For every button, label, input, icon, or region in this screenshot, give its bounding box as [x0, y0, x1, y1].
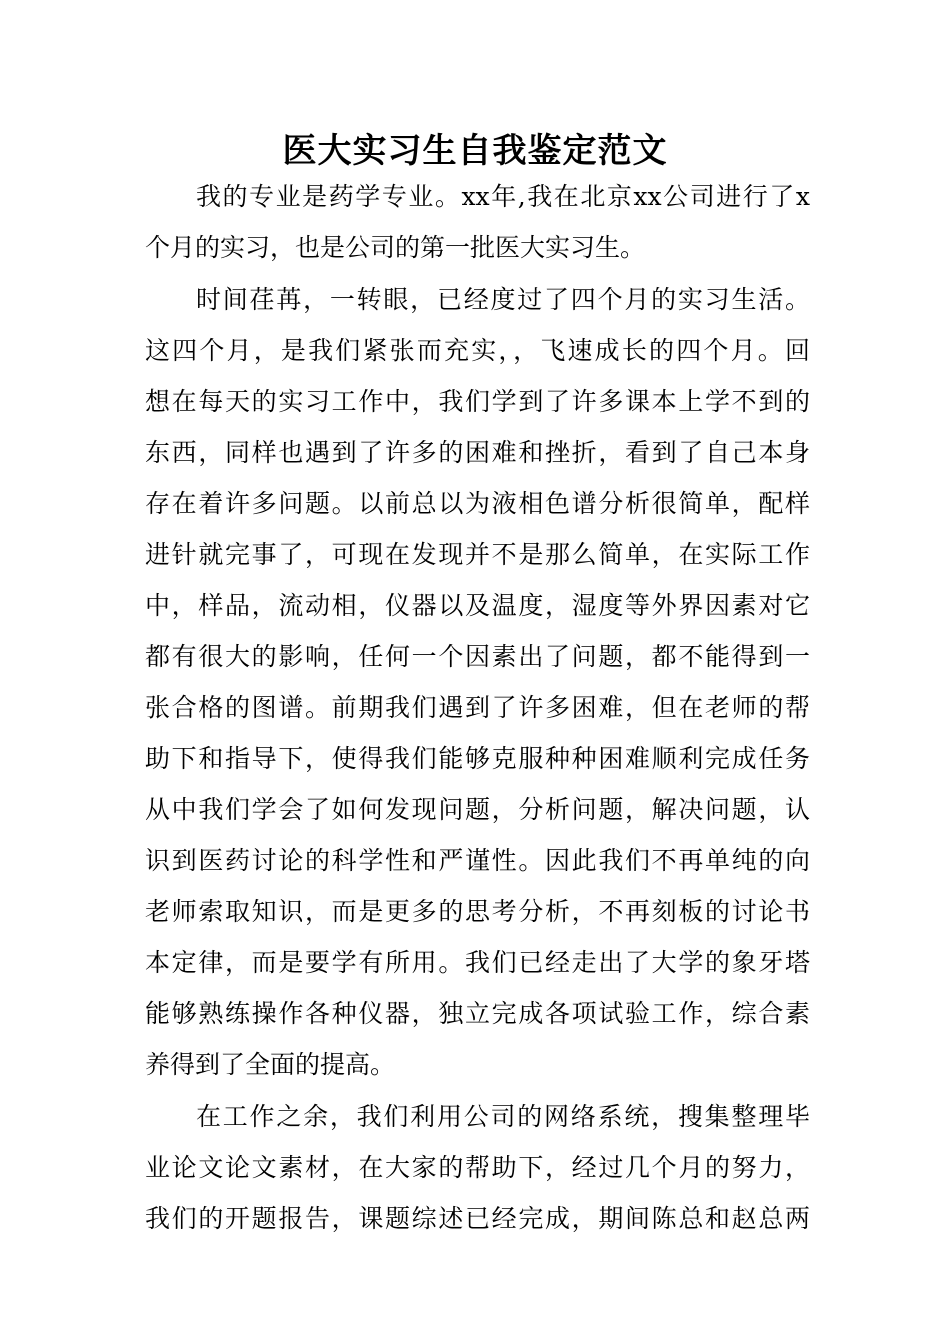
paragraph-1-line-2: 个月的实习，也是公司的第一批医大实习生。 [145, 233, 646, 262]
paragraph-2-line-5: 存在着许多问题。以前总以为液相色谱分析很简单，配样 [145, 489, 810, 518]
paragraph-2-line-16: 养得到了全面的提高。 [145, 1050, 396, 1079]
paragraph-2-line-1: 时间荏苒，一转眼，已经度过了四个月的实习生活。 [196, 285, 810, 314]
paragraph-3-line-2: 业论文论文素材，在大家的帮助下，经过几个月的努力， [145, 1153, 810, 1182]
paragraph-2-line-12: 识到医药讨论的科学性和严谨性。因此我们不再单纯的向 [145, 846, 810, 875]
paragraph-2-line-3: 想在每天的实习工作中，我们学到了许多课本上学不到的 [145, 387, 810, 416]
paragraph-1-line-1: 我的专业是药学专业。xx年,我在北京xx公司进行了x [196, 182, 810, 211]
paragraph-2-line-14: 本定律，而是要学有所用。我们已经走出了大学的象牙塔 [145, 948, 810, 977]
paragraph-2-line-8: 都有很大的影响，任何一个因素出了问题，都不能得到一 [145, 642, 810, 671]
paragraph-2-line-10: 助下和指导下，使得我们能够克服种种困难顺利完成任务 [145, 744, 810, 773]
paragraph-2-line-13: 老师索取知识，而是更多的思考分析，不再刻板的讨论书 [145, 897, 810, 926]
paragraph-2-line-11: 从中我们学会了如何发现问题，分析问题，解决问题，认 [145, 795, 810, 824]
paragraph-2-line-2: 这四个月，是我们紧张而充实，，飞速成长的四个月。回 [145, 336, 810, 365]
paragraph-2-line-7: 中，样品，流动相，仪器以及温度，湿度等外界因素对它 [145, 591, 810, 620]
document-title: 医大实习生自我鉴定范文 [282, 131, 668, 171]
paragraph-2-line-6: 进针就完事了，可现在发现并不是那么简单，在实际工作 [145, 540, 810, 569]
paragraph-2-line-9: 张合格的图谱。前期我们遇到了许多困难，但在老师的帮 [145, 693, 810, 722]
paragraph-3-line-1: 在工作之余，我们利用公司的网络系统，搜集整理毕 [196, 1102, 810, 1131]
paragraph-3-line-3: 我们的开题报告，课题综述已经完成，期间陈总和赵总两 [145, 1204, 810, 1233]
paragraph-2-line-4: 东西，同样也遇到了许多的困难和挫折，看到了自己本身 [145, 438, 810, 467]
paragraph-2-line-15: 能够熟练操作各种仪器，独立完成各项试验工作，综合素 [145, 999, 810, 1028]
